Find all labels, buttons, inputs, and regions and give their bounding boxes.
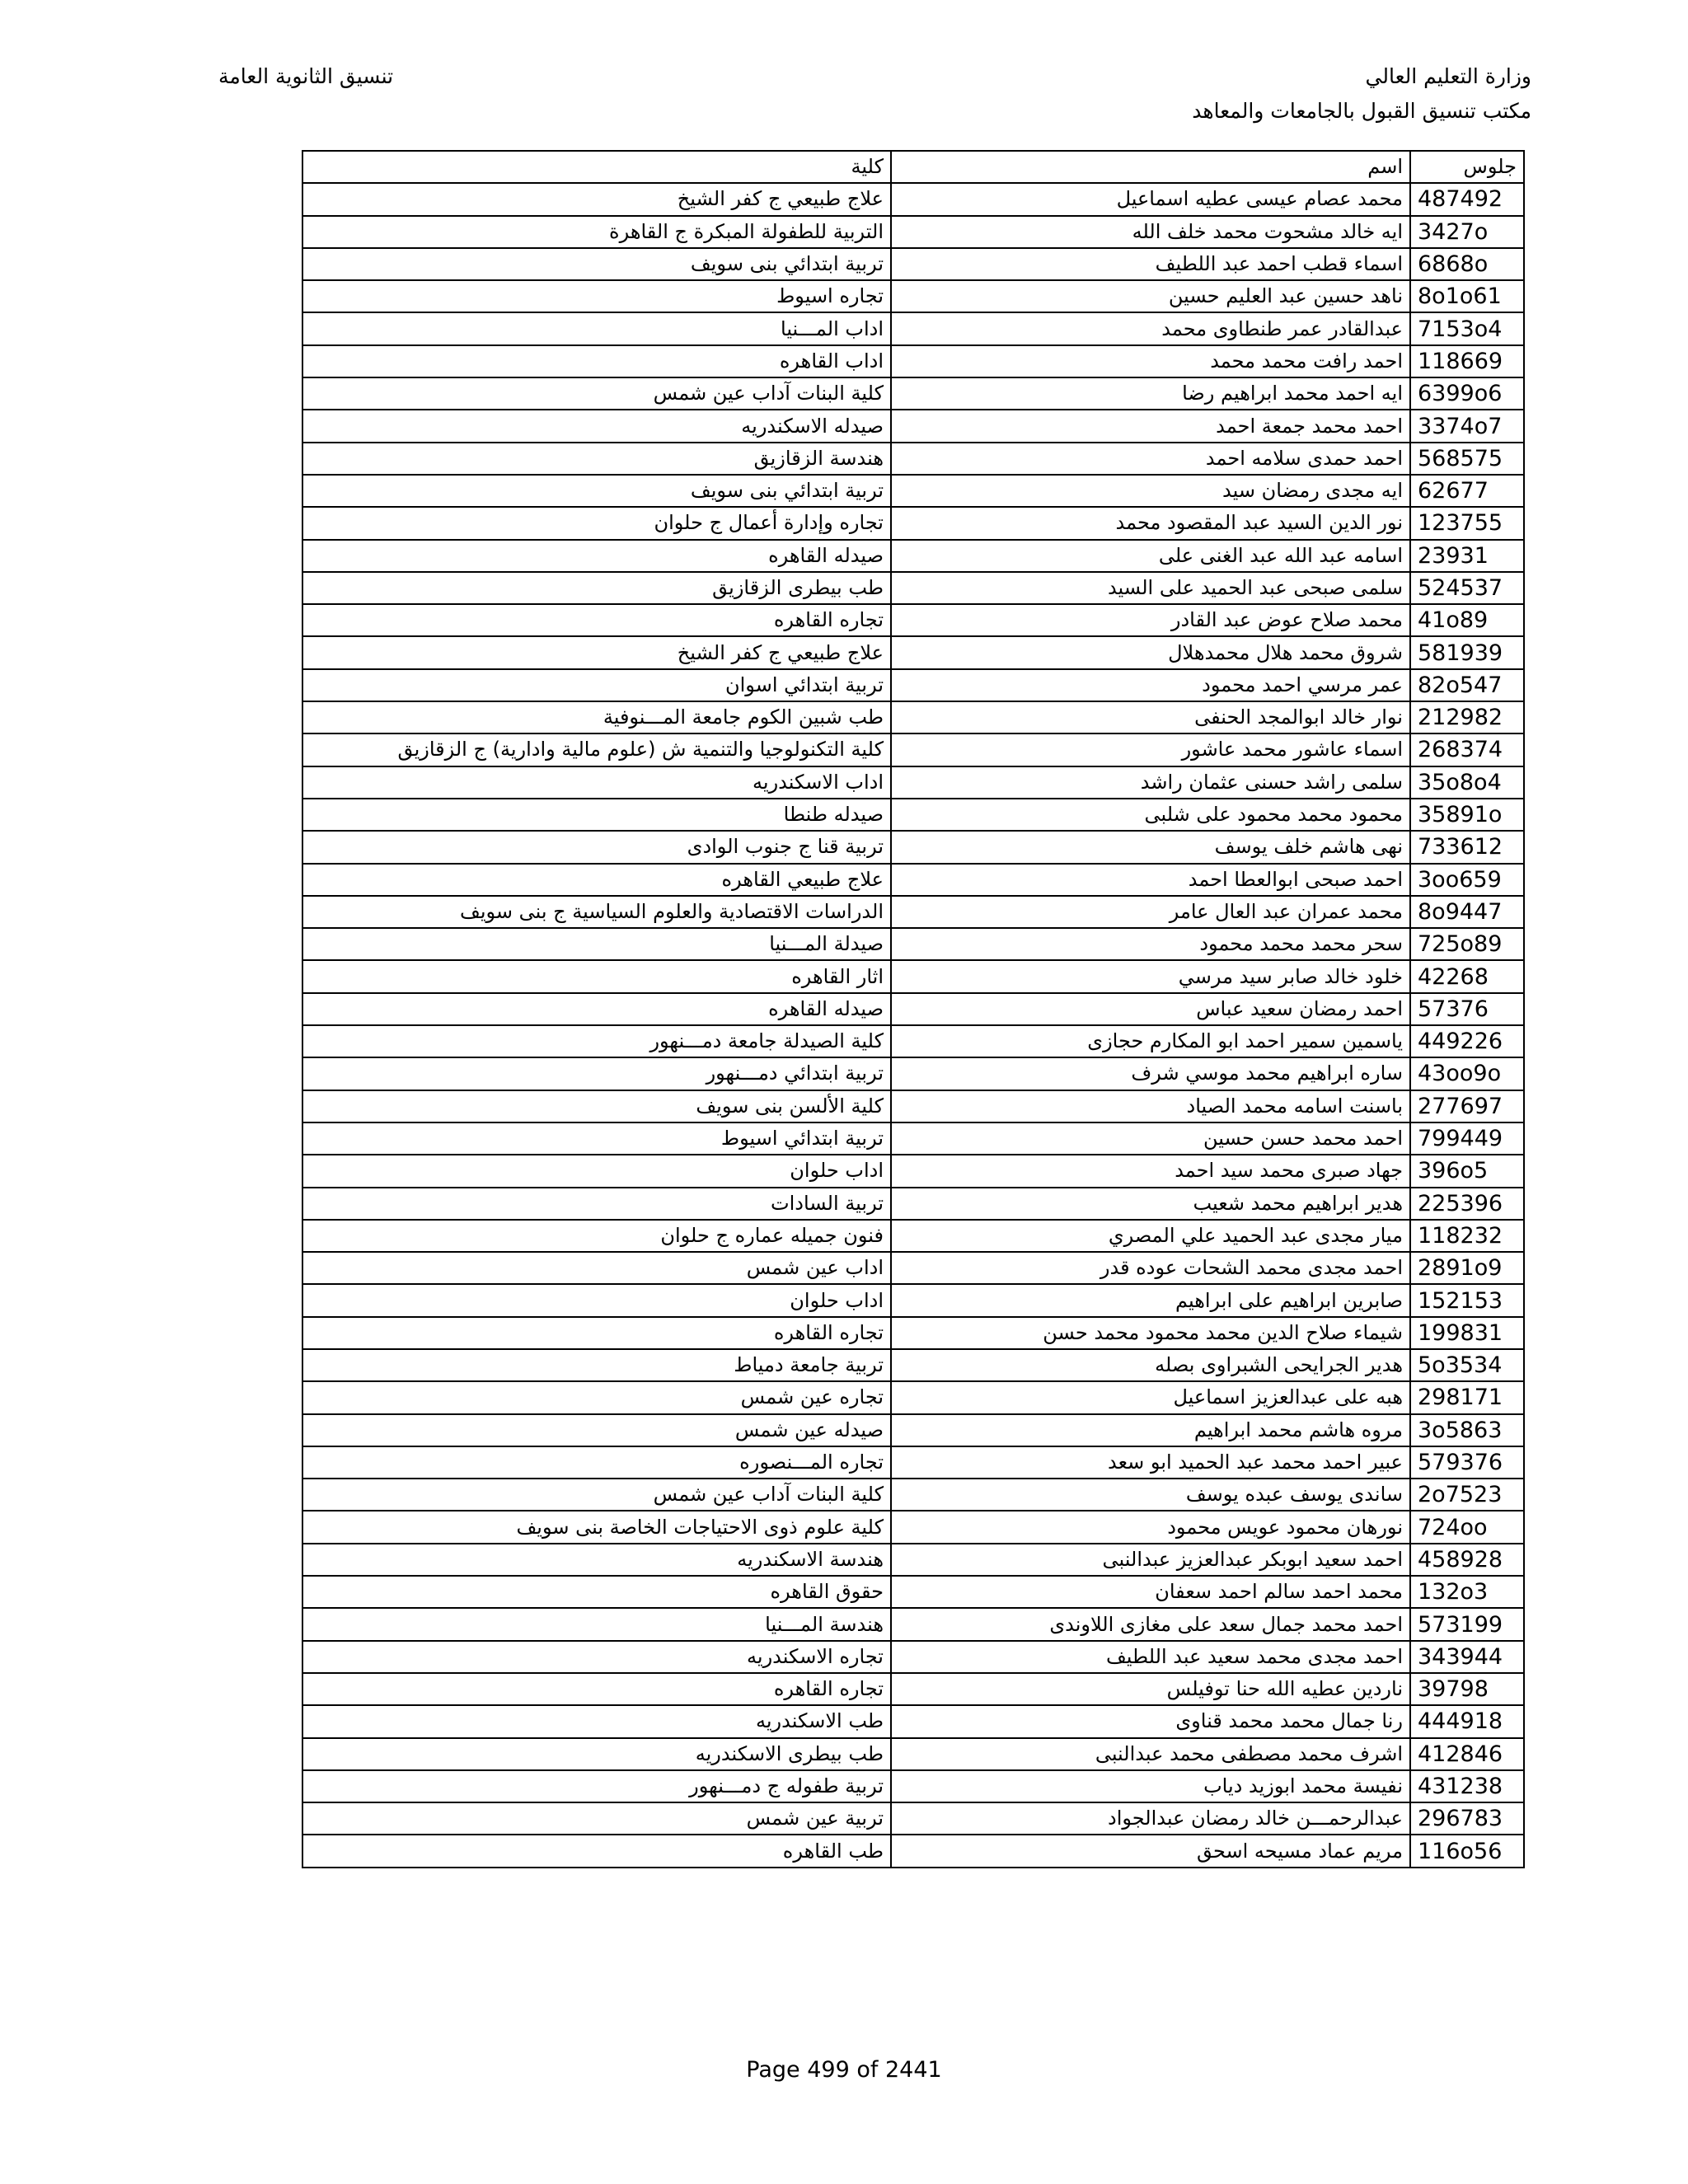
- college-cell: كلية الألسن بنى سويف: [302, 1090, 891, 1122]
- college-cell: تربية ابتدائي بنى سويف: [302, 248, 891, 280]
- seat-number-cell: 296783: [1410, 1802, 1524, 1835]
- student-name-cell: محمود محمد محمود على شلبى: [891, 799, 1410, 831]
- seat-number-cell: 116o56: [1410, 1835, 1524, 1867]
- table-row: [302, 1544, 1524, 1576]
- student-name-cell: ناردين عطيه الله حنا توفيلس: [891, 1673, 1410, 1705]
- college-cell: علاج طبيعي القاهره: [302, 864, 891, 896]
- student-name-cell: شيماء صلاح الدين محمد محمود محمد حسن: [891, 1317, 1410, 1349]
- college-cell: حقوق القاهره: [302, 1576, 891, 1608]
- column-header-college: كلية: [302, 151, 891, 183]
- table-row: [302, 1284, 1524, 1316]
- table-row: [302, 928, 1524, 960]
- college-cell: تجاره عين شمس: [302, 1381, 891, 1413]
- student-name-cell: محمد صلاح عوض عبد القادر: [891, 604, 1410, 636]
- table-row: [302, 1155, 1524, 1187]
- student-name-cell: عبدالقادر عمر طنطاوى محمد: [891, 312, 1410, 344]
- seat-number-cell: 524537: [1410, 572, 1524, 604]
- college-cell: تجاره اسيوط: [302, 280, 891, 312]
- college-cell: كلية البنات آداب عين شمس: [302, 1479, 891, 1511]
- college-cell: تربية ابتدائي دمـــنهور: [302, 1057, 891, 1090]
- student-name-cell: باسنت اسامه محمد الصياد: [891, 1090, 1410, 1122]
- seat-number-cell: 132o3: [1410, 1576, 1524, 1608]
- student-name-cell: احمد رمضان سعيد عباس: [891, 993, 1410, 1025]
- college-cell: صيدلة المـــنيا: [302, 928, 891, 960]
- college-cell: تربية ابتدائي اسيوط: [302, 1122, 891, 1155]
- table-row: [302, 1381, 1524, 1413]
- student-name-cell: اسامه عبد الله عبد الغنى على: [891, 540, 1410, 572]
- table-row: [302, 1479, 1524, 1511]
- student-name-cell: احمد مجدى محمد سعيد عبد اللطيف: [891, 1641, 1410, 1673]
- results-table: [302, 150, 1525, 1868]
- table-row: [302, 183, 1524, 215]
- seat-number-cell: 487492: [1410, 183, 1524, 215]
- seat-number-cell: 23931: [1410, 540, 1524, 572]
- seat-number-cell: 724oo: [1410, 1511, 1524, 1543]
- college-cell: اداب الاسكندريه: [302, 766, 891, 799]
- college-cell: صيدله طنطا: [302, 799, 891, 831]
- student-name-cell: محمد احمد سالم احمد سعفان: [891, 1576, 1410, 1608]
- college-cell: تجاره المـــنصوره: [302, 1446, 891, 1479]
- college-cell: طب الاسكندريه: [302, 1705, 891, 1737]
- student-name-cell: اسماء عاشور محمد عاشور: [891, 733, 1410, 766]
- student-name-cell: احمد محمد حسن حسين: [891, 1122, 1410, 1155]
- table-row: [302, 475, 1524, 507]
- college-cell: تجاره القاهره: [302, 1673, 891, 1705]
- student-name-cell: شروق محمد هلال محمدهلال: [891, 636, 1410, 668]
- seat-number-cell: 3oo659: [1410, 864, 1524, 896]
- seat-number-cell: 212982: [1410, 701, 1524, 733]
- seat-number-cell: 579376: [1410, 1446, 1524, 1479]
- table-row: [302, 733, 1524, 766]
- college-cell: هندسة الاسكندريه: [302, 1544, 891, 1576]
- student-name-cell: ساندى يوسف عبده يوسف: [891, 1479, 1410, 1511]
- seat-number-cell: 8o9447: [1410, 896, 1524, 928]
- seat-number-cell: 573199: [1410, 1608, 1524, 1640]
- student-name-cell: محمد عمران عبد العال عامر: [891, 896, 1410, 928]
- seat-number-cell: 799449: [1410, 1122, 1524, 1155]
- ministry-title: وزارة التعليم العالي: [1365, 64, 1531, 88]
- college-cell: علاج طبيعي ج كفر الشيخ: [302, 183, 891, 215]
- college-cell: تجاره الاسكندريه: [302, 1641, 891, 1673]
- table-header-row: [302, 151, 1524, 183]
- student-name-cell: اشرف محمد مصطفى محمد عبدالنبى: [891, 1738, 1410, 1770]
- student-name-cell: احمد سعيد ابوبكر عبدالعزيز عبدالنبى: [891, 1544, 1410, 1576]
- college-cell: تجاره القاهره: [302, 1317, 891, 1349]
- college-cell: علاج طبيعي ج كفر الشيخ: [302, 636, 891, 668]
- student-name-cell: عبير احمد محمد عبد الحميد ابو سعد: [891, 1446, 1410, 1479]
- table-row: [302, 1738, 1524, 1770]
- table-row: [302, 701, 1524, 733]
- table-row: [302, 1122, 1524, 1155]
- seat-number-cell: 57376: [1410, 993, 1524, 1025]
- seat-number-cell: 3374o7: [1410, 410, 1524, 442]
- table-row: [302, 960, 1524, 992]
- student-name-cell: مريم عماد مسيحه اسحق: [891, 1835, 1410, 1867]
- table-row: [302, 312, 1524, 344]
- seat-number-cell: 733612: [1410, 831, 1524, 863]
- table-row: [302, 766, 1524, 799]
- table-row: [302, 1802, 1524, 1835]
- table-row: [302, 896, 1524, 928]
- seat-number-cell: 118669: [1410, 345, 1524, 377]
- seat-number-cell: 458928: [1410, 1544, 1524, 1576]
- student-name-cell: نور الدين السيد عبد المقصود محمد: [891, 507, 1410, 539]
- table-row: [302, 864, 1524, 896]
- college-cell: كلية الصيدلة جامعة دمـــنهور: [302, 1025, 891, 1057]
- table-row: [302, 443, 1524, 475]
- table-row: [302, 831, 1524, 863]
- student-name-cell: رنا جمال محمد محمد قناوى: [891, 1705, 1410, 1737]
- seat-number-cell: 3o5863: [1410, 1414, 1524, 1446]
- table-row: [302, 1090, 1524, 1122]
- table-row: [302, 1414, 1524, 1446]
- college-cell: الدراسات الاقتصادية والعلوم السياسية ج بنى سويف: [302, 896, 891, 928]
- college-cell: فنون جميله عماره ج حلوان: [302, 1220, 891, 1252]
- seat-number-cell: 199831: [1410, 1317, 1524, 1349]
- seat-number-cell: 7153o4: [1410, 312, 1524, 344]
- table-row: [302, 410, 1524, 442]
- seat-number-cell: 8o1o61: [1410, 280, 1524, 312]
- college-cell: صيدله عين شمس: [302, 1414, 891, 1446]
- college-cell: هندسة الزقازيق: [302, 443, 891, 475]
- college-cell: صيدله الاسكندريه: [302, 410, 891, 442]
- college-cell: تربية طفوله ج دمـــنهور: [302, 1770, 891, 1802]
- table-row: [302, 1608, 1524, 1640]
- table-row: [302, 1252, 1524, 1284]
- student-name-cell: سحر محمد محمد محمود: [891, 928, 1410, 960]
- table-row: [302, 1188, 1524, 1220]
- college-cell: اداب القاهره: [302, 345, 891, 377]
- section-title: تنسيق الثانوية العامة: [218, 64, 394, 88]
- student-name-cell: جهاد صبرى محمد سيد احمد: [891, 1155, 1410, 1187]
- student-name-cell: احمد محمد جمال سعد على مغازى اللاوندى: [891, 1608, 1410, 1640]
- seat-number-cell: 6399o6: [1410, 377, 1524, 410]
- student-name-cell: هبه على عبدالعزيز اسماعيل: [891, 1381, 1410, 1413]
- seat-number-cell: 39798: [1410, 1673, 1524, 1705]
- table-row: [302, 1057, 1524, 1090]
- table-row: [302, 1673, 1524, 1705]
- student-name-cell: نهى هاشم خلف يوسف: [891, 831, 1410, 863]
- student-name-cell: احمد رافت محمد محمد: [891, 345, 1410, 377]
- table-row: [302, 1025, 1524, 1057]
- student-name-cell: هدير ابراهيم محمد شعيب: [891, 1188, 1410, 1220]
- college-cell: اداب عين شمس: [302, 1252, 891, 1284]
- results-table-body: [302, 151, 1524, 1868]
- seat-number-cell: 35o8o4: [1410, 766, 1524, 799]
- seat-number-cell: 568575: [1410, 443, 1524, 475]
- seat-number-cell: 43oo9o: [1410, 1057, 1524, 1090]
- table-row: [302, 1835, 1524, 1867]
- college-cell: طب القاهره: [302, 1835, 891, 1867]
- student-name-cell: نفيسة محمد ابوزيد دياب: [891, 1770, 1410, 1802]
- college-cell: طب بيطرى الاسكندريه: [302, 1738, 891, 1770]
- student-name-cell: نورهان محمود عويس محمود: [891, 1511, 1410, 1543]
- student-name-cell: عبدالرحمـــن خالد رمضان عبدالجواد: [891, 1802, 1410, 1835]
- college-cell: اداب المـــنيا: [302, 312, 891, 344]
- page-number: Page 499 of 2441: [746, 2057, 942, 2083]
- seat-number-cell: 123755: [1410, 507, 1524, 539]
- table-row: [302, 604, 1524, 636]
- seat-number-cell: 268374: [1410, 733, 1524, 766]
- seat-number-cell: 449226: [1410, 1025, 1524, 1057]
- student-name-cell: احمد محمد جمعة احمد: [891, 410, 1410, 442]
- seat-number-cell: 42268: [1410, 960, 1524, 992]
- seat-number-cell: 35891o: [1410, 799, 1524, 831]
- student-name-cell: احمد صبحى ابوالعطا احمد: [891, 864, 1410, 896]
- student-name-cell: محمد عصام عيسى عطيه اسماعيل: [891, 183, 1410, 215]
- college-cell: كلية البنات آداب عين شمس: [302, 377, 891, 410]
- table-row: [302, 993, 1524, 1025]
- college-cell: كلية علوم ذوى الاحتياجات الخاصة بنى سويف: [302, 1511, 891, 1543]
- student-name-cell: ايه مجدى رمضان سيد: [891, 475, 1410, 507]
- table-row: [302, 377, 1524, 410]
- seat-number-cell: 152153: [1410, 1284, 1524, 1316]
- college-cell: صيدله القاهره: [302, 993, 891, 1025]
- seat-number-cell: 277697: [1410, 1090, 1524, 1122]
- student-name-cell: احمد مجدى محمد الشحات عوده قدر: [891, 1252, 1410, 1284]
- seat-number-cell: 3427o: [1410, 216, 1524, 248]
- college-cell: تربية السادات: [302, 1188, 891, 1220]
- office-title: مكتب تنسيق القبول بالجامعات والمعاهد: [1192, 99, 1531, 123]
- college-cell: طب بيطرى الزقازيق: [302, 572, 891, 604]
- student-name-cell: هدير الجرايحى الشبراوى بصله: [891, 1349, 1410, 1381]
- table-row: [302, 572, 1524, 604]
- header-section-block: [218, 59, 713, 94]
- student-name-cell: ايه خالد مشحوت محمد خلف الله: [891, 216, 1410, 248]
- student-name-cell: ناهد حسين عبد العليم حسين: [891, 280, 1410, 312]
- seat-number-cell: 412846: [1410, 1738, 1524, 1770]
- table-row: [302, 507, 1524, 539]
- student-name-cell: ايه احمد محمد ابراهيم رضا: [891, 377, 1410, 410]
- student-name-cell: عمر مرسي احمد محمود: [891, 669, 1410, 701]
- college-cell: تربية ابتدائي بنى سويف: [302, 475, 891, 507]
- table-row: [302, 1317, 1524, 1349]
- seat-number-cell: 82o547: [1410, 669, 1524, 701]
- seat-number-cell: 298171: [1410, 1381, 1524, 1413]
- table-row: [302, 1705, 1524, 1737]
- table-row: [302, 1576, 1524, 1608]
- student-name-cell: ساره ابراهيم محمد موسي شرف: [891, 1057, 1410, 1090]
- student-name-cell: خلود خالد صابر سيد مرسي: [891, 960, 1410, 992]
- seat-number-cell: 431238: [1410, 1770, 1524, 1802]
- header-ministry-block: [872, 59, 1531, 129]
- seat-number-cell: 343944: [1410, 1641, 1524, 1673]
- college-cell: تربية جامعة دمياط: [302, 1349, 891, 1381]
- student-name-cell: ميار مجدى عبد الحميد علي المصري: [891, 1220, 1410, 1252]
- college-cell: اداب حلوان: [302, 1155, 891, 1187]
- table-row: [302, 1641, 1524, 1673]
- seat-number-cell: 396o5: [1410, 1155, 1524, 1187]
- column-header-name: اسم: [891, 151, 1410, 183]
- table-row: [302, 1220, 1524, 1252]
- seat-number-cell: 444918: [1410, 1705, 1524, 1737]
- seat-number-cell: 6868o: [1410, 248, 1524, 280]
- college-cell: التربية للطفولة المبكرة ج القاهرة: [302, 216, 891, 248]
- seat-number-cell: 2891o9: [1410, 1252, 1524, 1284]
- college-cell: اثار القاهره: [302, 960, 891, 992]
- seat-number-cell: 118232: [1410, 1220, 1524, 1252]
- seat-number-cell: 41o89: [1410, 604, 1524, 636]
- student-name-cell: سلمى صبحى عبد الحميد على السيد: [891, 572, 1410, 604]
- college-cell: طب شبين الكوم جامعة المـــنوفية: [302, 701, 891, 733]
- table-row: [302, 1770, 1524, 1802]
- seat-number-cell: 5o3534: [1410, 1349, 1524, 1381]
- college-cell: اداب حلوان: [302, 1284, 891, 1316]
- seat-number-cell: 725o89: [1410, 928, 1524, 960]
- college-cell: تجاره القاهره: [302, 604, 891, 636]
- seat-number-cell: 2o7523: [1410, 1479, 1524, 1511]
- college-cell: كلية التكنولوجيا والتنمية ش (علوم مالية وادارية) ج الزقازيق: [302, 733, 891, 766]
- student-name-cell: نوار خالد ابوالمجد الحنفى: [891, 701, 1410, 733]
- student-name-cell: مروه هاشم محمد ابراهيم: [891, 1414, 1410, 1446]
- table-row: [302, 799, 1524, 831]
- table-row: [302, 1446, 1524, 1479]
- table-row: [302, 1511, 1524, 1543]
- college-cell: هندسة المـــنيا: [302, 1608, 891, 1640]
- table-row: [302, 540, 1524, 572]
- table-row: [302, 280, 1524, 312]
- student-name-cell: سلمى راشد حسنى عثمان راشد: [891, 766, 1410, 799]
- seat-number-cell: 581939: [1410, 636, 1524, 668]
- table-row: [302, 669, 1524, 701]
- college-cell: تربية ابتدائي اسوان: [302, 669, 891, 701]
- student-name-cell: صابرين ابراهيم على ابراهيم: [891, 1284, 1410, 1316]
- student-name-cell: ياسمين سمير احمد ابو المكارم حجازى: [891, 1025, 1410, 1057]
- college-cell: تجاره وإدارة أعمال ج حلوان: [302, 507, 891, 539]
- seat-number-cell: 62677: [1410, 475, 1524, 507]
- table-row: [302, 248, 1524, 280]
- college-cell: تربية عين شمس: [302, 1802, 891, 1835]
- college-cell: صيدله القاهره: [302, 540, 891, 572]
- table-row: [302, 636, 1524, 668]
- table-row: [302, 345, 1524, 377]
- student-name-cell: احمد حمدى سلامه احمد: [891, 443, 1410, 475]
- table-row: [302, 216, 1524, 248]
- student-name-cell: اسماء قطب احمد عبد اللطيف: [891, 248, 1410, 280]
- seat-number-cell: 225396: [1410, 1188, 1524, 1220]
- college-cell: تربية قنا ج جنوب الوادى: [302, 831, 891, 863]
- table-row: [302, 1349, 1524, 1381]
- column-header-seat: جلوس: [1410, 151, 1524, 183]
